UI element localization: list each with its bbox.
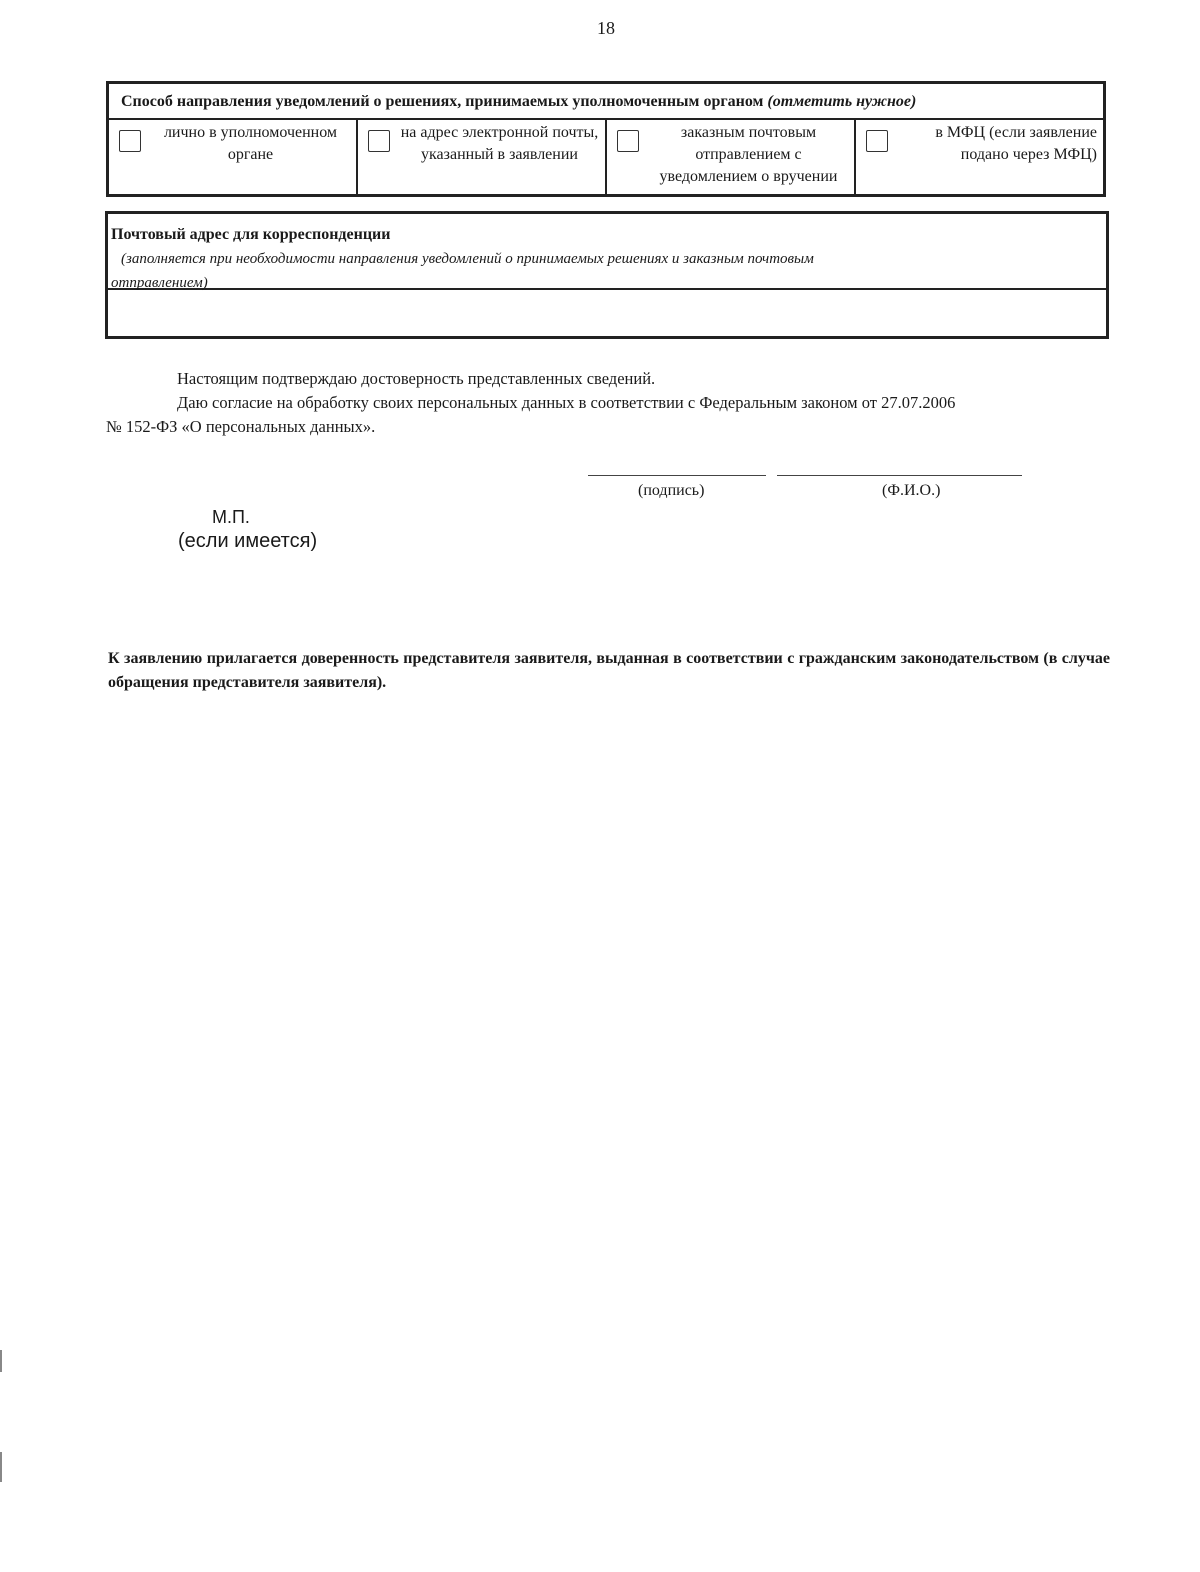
notification-method-hint: (отметить нужное) bbox=[767, 93, 917, 110]
option-mfc bbox=[856, 120, 1103, 194]
seal-note: (если имеется) bbox=[178, 530, 318, 552]
option-label: заказным почтовым отправлением с уведомлением о вручении bbox=[659, 124, 838, 185]
page-number: 18 bbox=[597, 18, 615, 38]
option-label: лично в уполномоченном органе bbox=[163, 124, 338, 163]
seal-label: М.П. bbox=[212, 507, 250, 527]
signature-line[interactable] bbox=[588, 475, 766, 476]
postal-address-section bbox=[105, 211, 1109, 339]
postal-address-header bbox=[108, 214, 1106, 290]
notification-method-title: Способ направления уведомлений о решениях, принимаемых уполномоченным органом (отметить нужное) bbox=[109, 84, 1103, 120]
option-label: на адрес электронной почты, указанный в заявлении bbox=[400, 124, 599, 163]
checkbox-mfc[interactable] bbox=[866, 130, 888, 152]
checkbox-registered-mail[interactable] bbox=[617, 130, 639, 152]
postal-address-note: (заполняется при необходимости направления уведомлений о принимаемых решениях и заказным почтовым отправлением) bbox=[111, 251, 814, 291]
option-in-person bbox=[109, 120, 358, 194]
consent-line-law: № 152-ФЗ «О персональных данных». bbox=[106, 417, 376, 436]
confirmation-line: Настоящим подтверждаю достоверность представленных сведений. bbox=[177, 369, 656, 388]
checkbox-in-person[interactable] bbox=[119, 130, 141, 152]
option-registered-mail bbox=[607, 120, 856, 194]
signature-label: (подпись) bbox=[638, 482, 705, 499]
scan-edge-mark bbox=[0, 1452, 2, 1482]
confirmation-text bbox=[106, 367, 1110, 439]
notification-method-section bbox=[106, 81, 1106, 197]
attachment-note: К заявлению прилагается доверенность представителя заявителя, выданная в соответствии с гражданским законодательством (в случае обращения представителя заявителя). bbox=[108, 650, 1110, 691]
name-label: (Ф.И.О.) bbox=[882, 482, 941, 499]
option-label: в МФЦ (если заявление подано через МФЦ) bbox=[935, 124, 1097, 163]
option-email bbox=[358, 120, 607, 194]
notification-options bbox=[109, 120, 1103, 194]
checkbox-email[interactable] bbox=[368, 130, 390, 152]
postal-address-field[interactable] bbox=[108, 290, 1106, 336]
scan-edge-mark bbox=[0, 1350, 2, 1372]
postal-address-title: Почтовый адрес для корреспонденции bbox=[111, 226, 391, 243]
name-line[interactable] bbox=[777, 475, 1022, 476]
consent-line: Даю согласие на обработку своих персональных данных в соответствии с Федеральным законом от 27.07.2006 bbox=[177, 393, 956, 412]
